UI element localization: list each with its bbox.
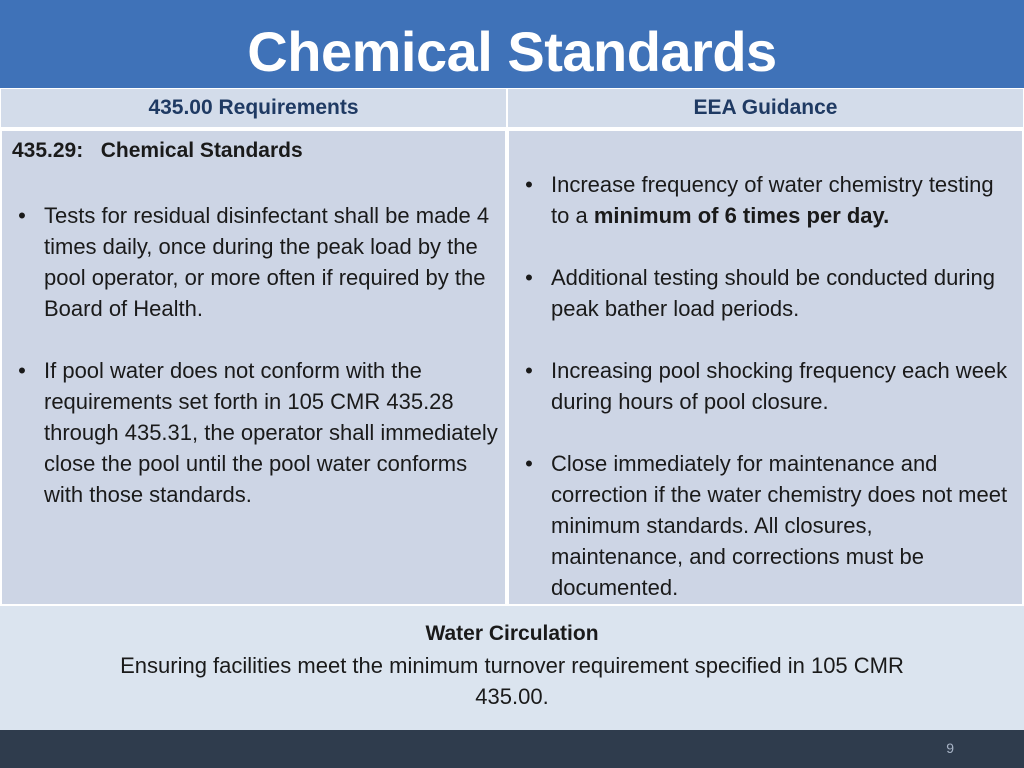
guidance-list [519,169,1009,603]
list-item [519,448,1009,603]
list-item-emphasis: minimum of 6 times per day. [593,203,890,228]
list-item [519,355,1009,417]
bullet-icon: • [525,172,533,197]
list-item-text: If pool water does not conform with the requirements set forth in 105 CMR 435.28 through 435.31, the operator shall immediately close the pool until the pool water conforms with those standards. [44,358,498,507]
list-item [519,169,1009,231]
column-header-guidance: EEA Guidance [507,88,1024,128]
title-banner [0,0,1024,88]
bullet-icon: • [18,358,26,383]
list-item [12,200,502,324]
list-item-text: Increase frequency of water chemistry testing to a [551,172,994,228]
guidance-cell [507,128,1024,606]
list-item-text: Close immediately for maintenance and correction if the water chemistry does not meet minimum standards. All closures, maintenance, and corrections must be documented. [551,451,1008,600]
requirements-list [12,200,502,510]
list-item-text: Additional testing should be conducted during peak bather load periods. [551,265,995,321]
requirements-section-heading: 435.29: Chemical Standards [12,139,303,162]
comparison-table [0,88,1024,606]
footer-heading: Water Circulation [425,622,599,645]
water-circulation-box [0,606,1024,730]
list-item [12,355,502,510]
list-item [519,262,1009,324]
footer-text: Ensuring facilities meet the minimum turnover requirement specified in 105 CMR 435.00. [120,653,904,709]
requirements-cell [0,128,507,606]
list-item-text: Tests for residual disinfectant shall be made 4 times daily, once during the peak load by the pool operator, or more often if required by the Board of Health. [44,203,490,321]
slide-title: Chemical Standards [247,20,777,83]
bullet-icon: • [525,358,533,383]
bullet-icon: • [18,203,26,228]
page-number: 9 [946,740,954,756]
column-header-requirements: 435.00 Requirements [0,88,507,128]
bullet-icon: • [525,265,533,290]
list-item-text: Increasing pool shocking frequency each week during hours of pool closure. [551,358,1008,414]
bottom-bar [0,730,1024,768]
bullet-icon: • [525,451,533,476]
